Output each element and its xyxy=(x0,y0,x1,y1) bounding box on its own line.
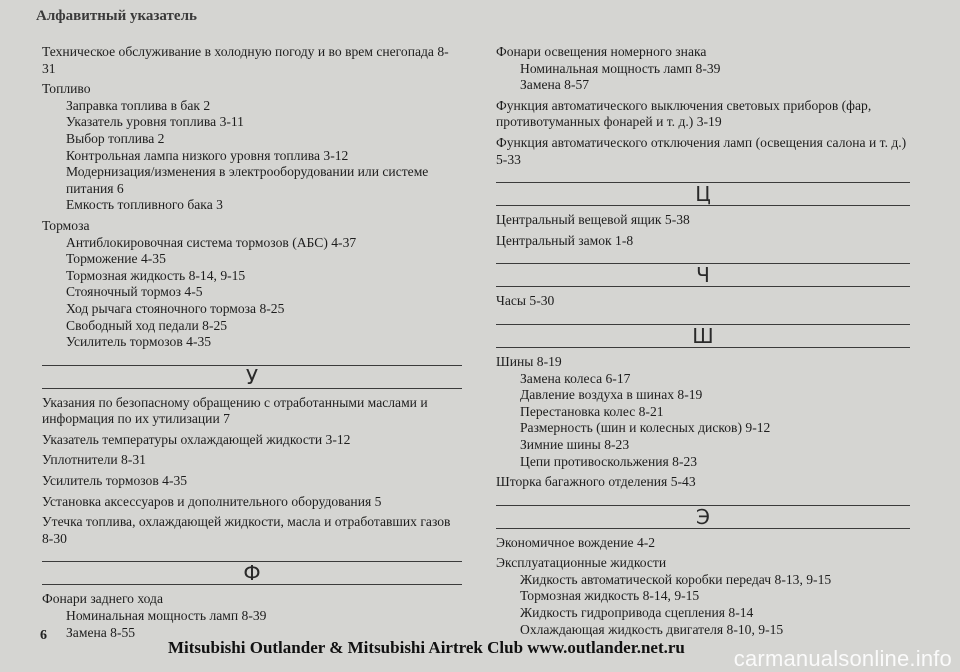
index-subentry: Тормозная жидкость 8-14, 9-15 xyxy=(66,267,246,283)
index-entry: Центральный замок 1-8 xyxy=(496,232,634,248)
index-entry: Фонари заднего хода xyxy=(42,591,164,607)
index-subentry: Модернизация/изменения в электрооборудовании или системе питания 6 xyxy=(66,164,429,196)
watermark: carmanualsonline.info xyxy=(733,646,952,671)
section-header-ch: Ч xyxy=(496,263,910,287)
index-entry: Усилитель тормозов 4-35 xyxy=(42,473,188,489)
index-entry: Функция автоматического выключения световых приборов (фар, противотуманных фонарей и т. д.) 3-19 xyxy=(496,97,872,130)
section-header-e: Э xyxy=(496,505,910,529)
index-subentry: Выбор топлива 2 xyxy=(66,130,165,146)
section-header-sh: Ш xyxy=(496,324,910,348)
index-subentry: Зимние шины 8-23 xyxy=(520,436,630,452)
index-subentry: Заправка топлива в бак 2 xyxy=(66,97,211,113)
index-subentry: Тормозная жидкость 8-14, 9-15 xyxy=(520,588,700,604)
index-subentry: Цепи противоскольжения 8-23 xyxy=(520,453,698,469)
index-subentry: Давление воздуха в шинах 8-19 xyxy=(520,387,703,403)
index-entry: Шторка багажного отделения 5-43 xyxy=(496,474,696,490)
index-subentry: Контрольная лампа низкого уровня топлива 3-12 xyxy=(66,147,349,163)
index-subentry: Перестановка колес 8-21 xyxy=(520,403,664,419)
left-column xyxy=(42,44,462,641)
index-subentry: Номинальная мощность ламп 8-39 xyxy=(520,60,721,76)
footer-credit: Mitsubishi Outlander & Mitsubishi Airtrek Club www.outlander.net.ru xyxy=(168,638,685,657)
index-entry: Установка аксессуаров и дополнительного оборудования 5 xyxy=(42,493,382,509)
index-entry: Фонари освещения номерного знака xyxy=(496,44,707,59)
section-header-ts: Ц xyxy=(496,182,910,206)
index-subentry: Торможение 4-35 xyxy=(66,251,166,267)
index-subentry: Номинальная мощность ламп 8-39 xyxy=(66,608,267,624)
index-entry: Эксплуатационные жидкости xyxy=(496,555,667,571)
index-entry: Шины 8-19 xyxy=(496,353,562,369)
section-header-f: Ф xyxy=(42,561,462,585)
index-entry: Часы 5-30 xyxy=(496,293,555,309)
index-entry: Уплотнители 8-31 xyxy=(42,452,146,468)
index-entry: Техническое обслуживание в холодную погоду и во врем снегопада 8-31 xyxy=(42,44,449,76)
index-subentry: Замена колеса 6-17 xyxy=(520,370,631,386)
index-entry: Указания по безопасному обращению с отработанными маслами и информация по их утилизации 7 xyxy=(42,394,428,427)
index-subentry: Размерность (шин и колесных дисков) 9-12 xyxy=(520,420,771,436)
index-entry: Топливо xyxy=(42,81,91,97)
index-subentry: Жидкость гидропривода сцепления 8-14 xyxy=(520,605,754,621)
right-column xyxy=(496,44,910,638)
index-subentry: Ход рычага стояночного тормоза 8-25 xyxy=(66,300,285,316)
index-entry: Утечка топлива, охлаждающей жидкости, масла и отработавших газов 8-30 xyxy=(42,514,451,546)
index-entry: Тормоза xyxy=(42,217,90,233)
page-number: 6 xyxy=(40,628,47,643)
index-subentry: Емкость топливного бака 3 xyxy=(66,197,223,213)
index-subentry: Жидкость автоматической коробки передач 8-13, 9-15 xyxy=(520,571,832,587)
index-subentry: Усилитель тормозов 4-35 xyxy=(66,334,212,350)
index-subentry: Замена 8-55 xyxy=(66,624,136,640)
index-entry: Функция автоматического отключения ламп (освещения салона и т. д.) 5-33 xyxy=(496,134,907,167)
index-subentry: Антиблокировочная система тормозов (АБС) 4-37 xyxy=(66,234,357,250)
index-entry: Указатель температуры охлаждающей жидкости 3-12 xyxy=(42,431,351,447)
index-subentry: Указатель уровня топлива 3-11 xyxy=(66,114,244,130)
section-header-u: У xyxy=(42,365,462,389)
index-subentry: Свободный ход педали 8-25 xyxy=(66,317,228,333)
index-subentry: Стояночный тормоз 4-5 xyxy=(66,284,203,300)
index-entry: Экономичное вождение 4-2 xyxy=(496,534,656,550)
page-header: Алфавитный указатель xyxy=(36,8,197,24)
index-entry: Центральный вещевой ящик 5-38 xyxy=(496,212,690,228)
index-subentry: Замена 8-57 xyxy=(520,77,590,93)
index-subentry: Охлаждающая жидкость двигателя 8-10, 9-15 xyxy=(520,621,784,637)
